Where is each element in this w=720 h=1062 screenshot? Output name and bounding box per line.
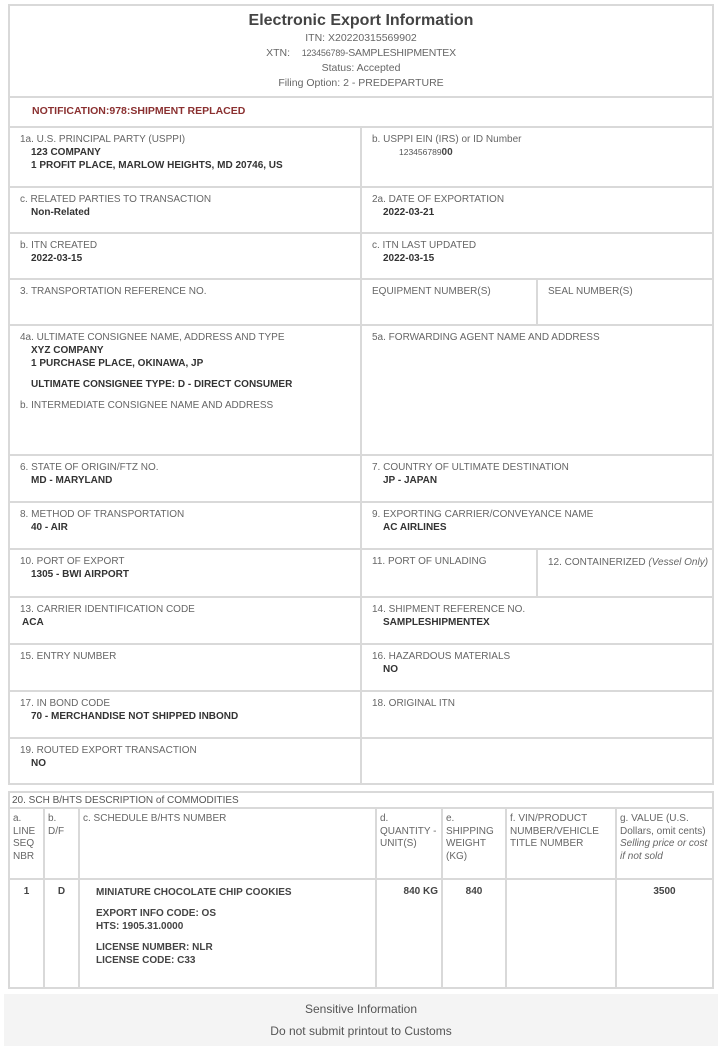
ein-value <box>372 146 712 159</box>
row-ports <box>10 548 712 596</box>
export-info-code: EXPORT INFO CODE: OS <box>96 908 217 919</box>
field-value: JP - JAPAN <box>383 475 438 486</box>
cell-description <box>79 879 376 987</box>
field-value: 40 - AIR <box>31 522 68 533</box>
eei-form <box>8 4 714 785</box>
hts-number: HTS: 1905.31.0000 <box>96 921 184 932</box>
field-label: 17. IN BOND CODE <box>20 698 111 709</box>
status-label: Status: <box>321 62 355 74</box>
row-consignee <box>10 324 712 454</box>
col-header-df: b. D/F <box>44 809 79 879</box>
consignee-type: ULTIMATE CONSIGNEE TYPE: D - DIRECT CONSUMER <box>31 379 293 390</box>
cell-value: 3500 <box>616 879 712 987</box>
row-itn-dates <box>10 232 712 278</box>
field-value: MD - MARYLAND <box>31 475 113 486</box>
license-number: LICENSE NUMBER: NLR <box>96 942 213 953</box>
document-header <box>10 6 712 96</box>
row-transport-ref <box>10 278 712 324</box>
commodities-title: 20. SCH B/HTS DESCRIPTION of COMMODITIES <box>10 793 712 809</box>
field-value: SAMPLESHIPMENTEX <box>383 617 490 628</box>
field-usppi <box>10 128 362 186</box>
table-header-row <box>10 809 712 879</box>
field-itn-updated <box>362 234 712 278</box>
field-label: 18. ORIGINAL ITN <box>372 698 455 709</box>
col-header-line-seq: a. LINE SEQ NBR <box>13 813 36 862</box>
field-seal <box>538 280 712 324</box>
field-original-itn <box>362 692 712 737</box>
field-value: 2022-03-15 <box>31 253 83 264</box>
xtn-value <box>302 48 456 58</box>
field-empty <box>362 739 712 783</box>
field-state-origin <box>10 456 362 501</box>
status-value: Accepted <box>356 62 401 74</box>
field-label: 10. PORT OF EXPORT <box>20 556 125 567</box>
field-consignee <box>10 326 362 454</box>
field-value: ACA <box>22 617 44 628</box>
field-label: 19. ROUTED EXPORT TRANSACTION <box>20 745 197 756</box>
field-itn-created <box>10 234 362 278</box>
field-label: 9. EXPORTING CARRIER/CONVEYANCE NAME <box>372 509 594 520</box>
field-related-parties <box>10 188 362 232</box>
field-label: 11. PORT OF UNLADING <box>372 556 487 567</box>
col-header-quantity: d. QUANTITY - UNIT(S) <box>376 809 442 879</box>
col-header-vin: f. VIN/PRODUCT NUMBER/VEHICLE TITLE NUMBER <box>506 809 616 879</box>
field-value: 2022-03-15 <box>383 253 435 264</box>
field-carrier-code <box>10 598 362 643</box>
filing-option-line <box>10 76 712 91</box>
field-label: 8. METHOD OF TRANSPORTATION <box>20 509 185 520</box>
field-value: 70 - MERCHANDISE NOT SHIPPED INBOND <box>31 711 239 722</box>
field-equipment <box>362 280 538 324</box>
consignee-name: XYZ COMPANY <box>31 345 104 356</box>
cell-weight: 840 <box>442 879 506 987</box>
field-value: 1305 - BWI AIRPORT <box>31 569 129 580</box>
field-export-date <box>362 188 712 232</box>
row-inbond <box>10 690 712 737</box>
field-label: 7. COUNTRY OF ULTIMATE DESTINATION <box>372 462 569 473</box>
footer-notice <box>4 994 718 1046</box>
row-entry <box>10 643 712 690</box>
commodity-description: MINIATURE CHOCOLATE CHIP COOKIES <box>96 887 292 898</box>
field-label: 12. CONTAINERIZED <box>548 557 646 568</box>
footer-warning: Do not submit printout to Customs <box>270 1024 452 1038</box>
footer-sensitive: Sensitive Information <box>304 1002 418 1016</box>
col-header-value-text: g. VALUE (U.S. Dollars, omit cents) <box>620 813 706 837</box>
itn-line <box>10 31 712 46</box>
field-forwarding-agent <box>362 326 712 454</box>
cell-quantity: 840 KG <box>376 879 442 987</box>
commodities-table <box>8 791 714 989</box>
ein-main: 123456789 <box>399 147 442 157</box>
field-routed-export <box>10 739 362 783</box>
itn-label: ITN: <box>305 32 326 44</box>
field-value: AC AIRLINES <box>383 522 447 533</box>
col-header-weight: e. SHIPPING WEIGHT (KG) <box>442 809 506 879</box>
table-row <box>10 879 712 987</box>
field-entry-number <box>10 645 362 690</box>
field-label: 4a. ULTIMATE CONSIGNEE NAME, ADDRESS AND TYPE <box>20 332 285 343</box>
field-label: b. ITN CREATED <box>20 240 98 251</box>
field-ein <box>362 128 712 186</box>
row-transport <box>10 501 712 548</box>
field-label: 16. HAZARDOUS MATERIALS <box>372 651 511 662</box>
field-label: c. RELATED PARTIES TO TRANSACTION <box>20 194 212 205</box>
field-label: 3. TRANSPORTATION REFERENCE NO. <box>20 286 207 297</box>
field-value: NO <box>31 758 46 769</box>
field-value: NO <box>383 664 398 675</box>
status-line <box>10 61 712 76</box>
row-usppi <box>10 126 712 186</box>
field-value: Non-Related <box>31 207 90 218</box>
cell-df: D <box>44 879 79 987</box>
field-port-export <box>10 550 362 596</box>
field-containerized <box>538 550 712 596</box>
field-transport-ref <box>10 280 362 324</box>
xtn-prefix: 123456789 <box>301 48 345 58</box>
filing-option-value: 2 - PREDEPARTURE <box>343 77 444 89</box>
field-country-destination <box>362 456 712 501</box>
notification-banner: NOTIFICATION:978:SHIPMENT REPLACED <box>10 96 712 126</box>
field-label: 15. ENTRY NUMBER <box>20 651 117 662</box>
field-label: c. ITN LAST UPDATED <box>372 240 477 251</box>
license-code: LICENSE CODE: C33 <box>96 955 196 966</box>
field-label-intermediate: b. INTERMEDIATE CONSIGNEE NAME AND ADDRESS <box>20 400 274 411</box>
field-port-unlading <box>362 550 538 596</box>
col-header-value-italic: Selling price or cost if not sold <box>620 838 708 862</box>
row-carrier-code <box>10 596 712 643</box>
xtn-suffix: -SAMPLESHIPMENTEX <box>344 47 456 59</box>
field-label: 6. STATE OF ORIGIN/FTZ NO. <box>20 462 159 473</box>
field-label: EQUIPMENT NUMBER(S) <box>372 286 491 297</box>
field-method-transport <box>10 503 362 548</box>
field-value: 2022-03-21 <box>383 207 435 218</box>
eei-document <box>8 4 714 989</box>
xtn-label: XTN: <box>266 47 291 59</box>
col-header-schedule-b: c. SCHEDULE B/HTS NUMBER <box>79 809 376 879</box>
usppi-address: 1 PROFIT PLACE, MARLOW HEIGHTS, MD 20746, US <box>31 160 283 171</box>
field-label: 5a. FORWARDING AGENT NAME AND ADDRESS <box>372 332 600 343</box>
row-origin <box>10 454 712 501</box>
field-label: b. USPPI EIN (IRS) or ID Number <box>372 134 522 145</box>
field-label: 1a. U.S. PRINCIPAL PARTY (USPPI) <box>20 134 186 145</box>
row-routed <box>10 737 712 783</box>
col-header-value <box>616 809 712 879</box>
cell-line-seq: 1 <box>10 879 44 987</box>
field-label: 14. SHIPMENT REFERENCE NO. <box>372 604 526 615</box>
filing-option-label: Filing Option: <box>278 77 341 89</box>
row-related <box>10 186 712 232</box>
field-label-italic: (Vessel Only) <box>648 557 709 568</box>
field-carrier <box>362 503 712 548</box>
itn-value: X20220315569902 <box>328 32 417 44</box>
cell-vin <box>506 879 616 987</box>
page-title: Electronic Export Information <box>248 12 474 29</box>
field-hazardous <box>362 645 712 690</box>
field-inbond <box>10 692 362 737</box>
usppi-name: 123 COMPANY <box>31 147 101 158</box>
field-label: SEAL NUMBER(S) <box>548 286 633 297</box>
ein-suffix: 00 <box>441 147 453 158</box>
field-label: 13. CARRIER IDENTIFICATION CODE <box>20 604 195 615</box>
field-shipment-ref <box>362 598 712 643</box>
consignee-address: 1 PURCHASE PLACE, OKINAWA, JP <box>31 358 204 369</box>
xtn-line <box>10 46 712 61</box>
field-label: 2a. DATE OF EXPORTATION <box>372 194 505 205</box>
